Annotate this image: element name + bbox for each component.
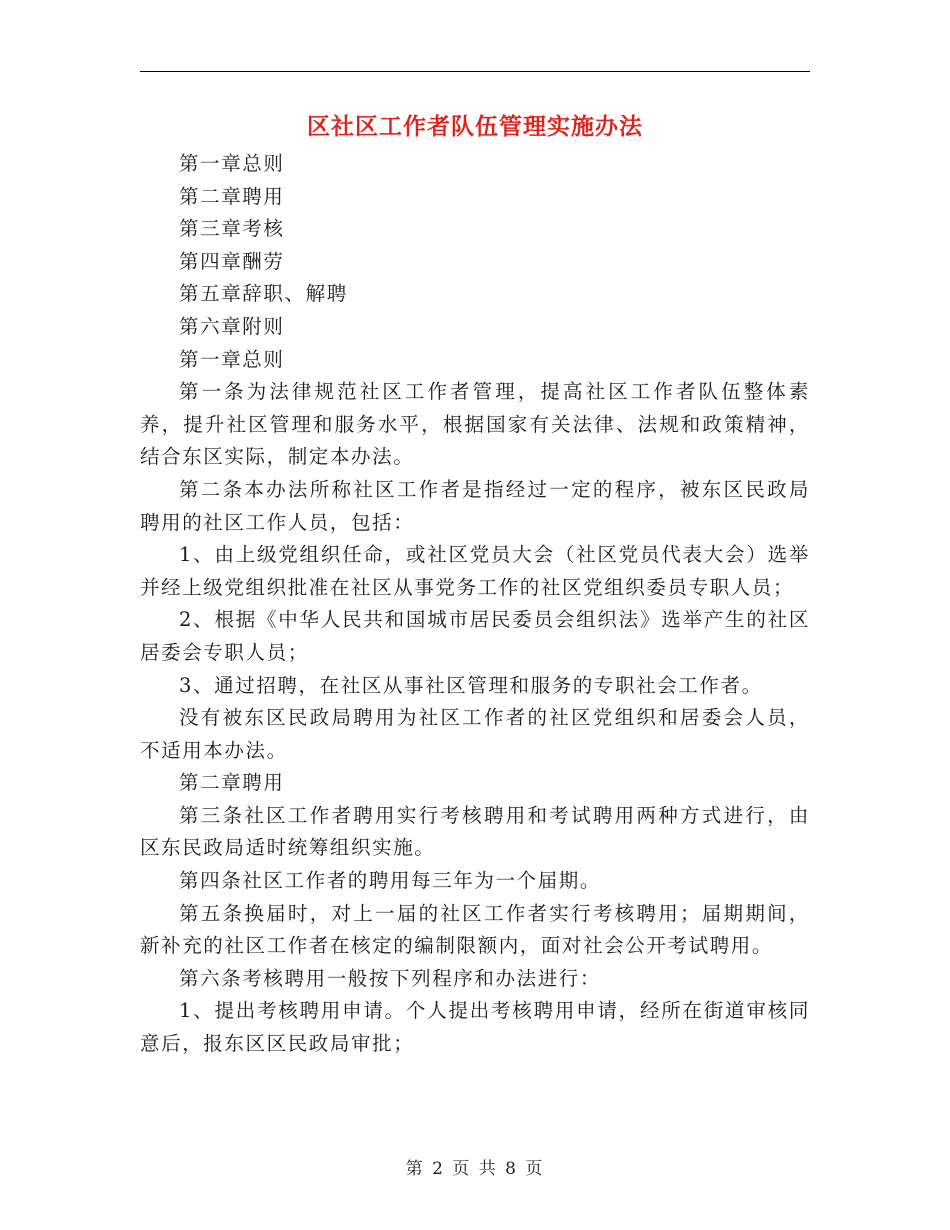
- article-2-item-1: 1、由上级党组织任命，或社区党员大会（社区党员代表大会）选举并经上级党组织批准在社区从事党务工作的社区党组织委员专职人员；: [140, 543, 810, 599]
- toc-chapter-4: 第四章酬劳: [179, 249, 285, 273]
- article-6-item-1: 1、提出考核聘用申请。个人提出考核聘用申请，经所在街道审核同意后，报东区区民政局审批；: [140, 999, 810, 1056]
- article-2-item-2: 2、根据《中华人民共和国城市居民委员会组织法》选举产生的社区居委会专职人员；: [140, 608, 810, 664]
- article-1: 第一条为法律规范社区工作者管理，提高社区工作者队伍整体素养，提升社区管理和服务水平，根据国家有关法律、法规和政策精神，结合东区实际，制定本办法。: [140, 380, 810, 469]
- article-2-exclusion: 没有被东区民政局聘用为社区工作者的社区党组织和居委会人员，不适用本办法。: [140, 706, 810, 762]
- chapter-heading-1: 第一章总则: [179, 347, 285, 371]
- toc-chapter-6: 第六章附则: [179, 314, 285, 338]
- article-5: 第五条换届时，对上一届的社区工作者实行考核聘用；届期期间，新补充的社区工作者在核定的编制限额内，面对社会公开考试聘用。: [140, 901, 810, 958]
- article-2-item-3: 3、通过招聘，在社区从事社区管理和服务的专职社会工作者。: [179, 673, 763, 697]
- toc-chapter-2: 第二章聘用: [179, 184, 285, 208]
- document-body: [140, 148, 810, 1061]
- toc-chapter-1: 第一章总则: [179, 152, 285, 175]
- article-3: 第三条社区工作者聘用实行考核聘用和考试聘用两种方式进行，由区东民政局适时统筹组织实施。: [140, 803, 810, 860]
- article-2: 第二条本办法所称社区工作者是指经过一定的程序，被东区民政局聘用的社区工作人员，包括：: [140, 477, 810, 534]
- page-footer: [0, 1154, 950, 1179]
- header-rule: [140, 71, 810, 72]
- chapter-heading-2: 第二章聘用: [179, 771, 285, 795]
- article-6: 第六条考核聘用一般按下列程序和办法进行：: [179, 966, 602, 990]
- page-number: 第 2 页 共 8 页: [405, 1159, 545, 1179]
- toc-chapter-5: 第五章辞职、解聘: [179, 282, 348, 306]
- toc-chapter-3: 第三章考核: [179, 217, 285, 241]
- document-title: 区社区工作者队伍管理实施办法: [307, 113, 643, 140]
- article-4: 第四条社区工作者的聘用每三年为一个届期。: [179, 869, 602, 893]
